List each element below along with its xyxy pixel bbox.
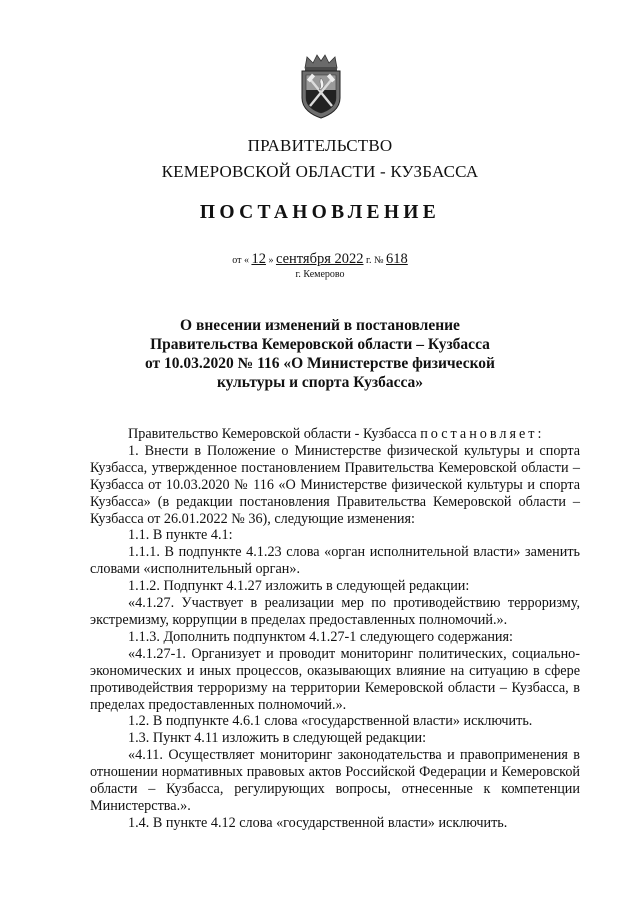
- body-paragraph: 1. Внести в Положение о Министерстве физической культуры и спорта Кузбасса, утвержденное постановлением Правительства Кемеровской области – Кузбасса от 10.03.2020 № 116 «О Министерстве физической культуры и спорта Кузбасса» (в редакции постановления Правительства Кемеровской области – Кузбасса от 26.01.2022 № 36), следующие изменения:: [90, 442, 580, 527]
- subject-line: О внесении изменений в постановление: [180, 317, 460, 334]
- document-type-title: ПОСТАНОВЛЕНИЕ: [199, 202, 441, 223]
- body-paragraph: 1.1. В пункте 4.1:: [128, 527, 233, 544]
- body-paragraph: «4.1.27-1. Организует и проводит мониторинг политических, социально-экономических и иных процессов, оказывающих влияние на ситуацию в сфере противодействия терроризму на территории Кемеровской области – Кузбасса, в пределах предоставленных полномочий.».: [90, 645, 580, 713]
- document-body: [90, 426, 580, 832]
- body-paragraph: 1.1.3. Дополнить подпунктом 4.1.27-1 следующего содержания:: [128, 628, 513, 645]
- government-name-line2: КЕМЕРОВСКОЙ ОБЛАСТИ - КУЗБАССА: [161, 162, 479, 181]
- government-name-line1: ПРАВИТЕЛЬСТВО: [247, 136, 393, 155]
- intro-paragraph: [90, 426, 580, 443]
- document-dateline: [0, 251, 640, 268]
- subject-line: культуры и спорта Кузбасса»: [216, 374, 424, 391]
- body-paragraph: 1.1.2. Подпункт 4.1.27 изложить в следующей редакции:: [128, 578, 470, 595]
- subject-line: Правительства Кемеровской области – Кузбасса: [150, 336, 490, 353]
- body-paragraph: 1.4. В пункте 4.12 слова «государственной власти» исключить.: [128, 814, 508, 831]
- date-quote-close: »: [268, 255, 274, 266]
- date-day: 12: [251, 251, 266, 267]
- kuzbass-coat-of-arms-icon: [295, 54, 347, 120]
- body-paragraph: 1.3. Пункт 4.11 изложить в следующей редакции:: [128, 730, 427, 747]
- intro-text: Правительство Кемеровской области - Кузбасса: [128, 426, 417, 442]
- subject-line: от 10.03.2020 № 116 «О Министерстве физической: [144, 355, 495, 372]
- date-month-year: сентября 2022: [275, 251, 364, 267]
- number-label: №: [373, 255, 384, 266]
- body-paragraph: 1.2. В подпункте 4.6.1 слова «государственной власти» исключить.: [128, 713, 533, 730]
- body-paragraph: «4.1.27. Участвует в реализации мер по противодействию терроризму, экстремизму, коррупции в пределах предоставленных полномочий.».: [90, 595, 580, 628]
- body-paragraph: «4.11. Осуществляет мониторинг законодательства и правоприменения в отношении нормативных правовых актов Российской Федерации и Кемеровской области – Кузбасса, регулирующих вопросы, отнесенные к компетенции Министерства.».: [90, 747, 580, 814]
- intro-verb: постановляет:: [420, 426, 545, 442]
- date-year-suffix: г.: [366, 255, 372, 266]
- date-prefix: от «: [232, 255, 249, 266]
- document-number: 618: [386, 251, 408, 267]
- body-paragraph: 1.1.1. В подпункте 4.1.23 слова «орган исполнительной власти» заменить словами «исполнительный орган».: [90, 544, 580, 578]
- document-city: г. Кемерово: [295, 269, 345, 280]
- document-subject: [0, 316, 640, 392]
